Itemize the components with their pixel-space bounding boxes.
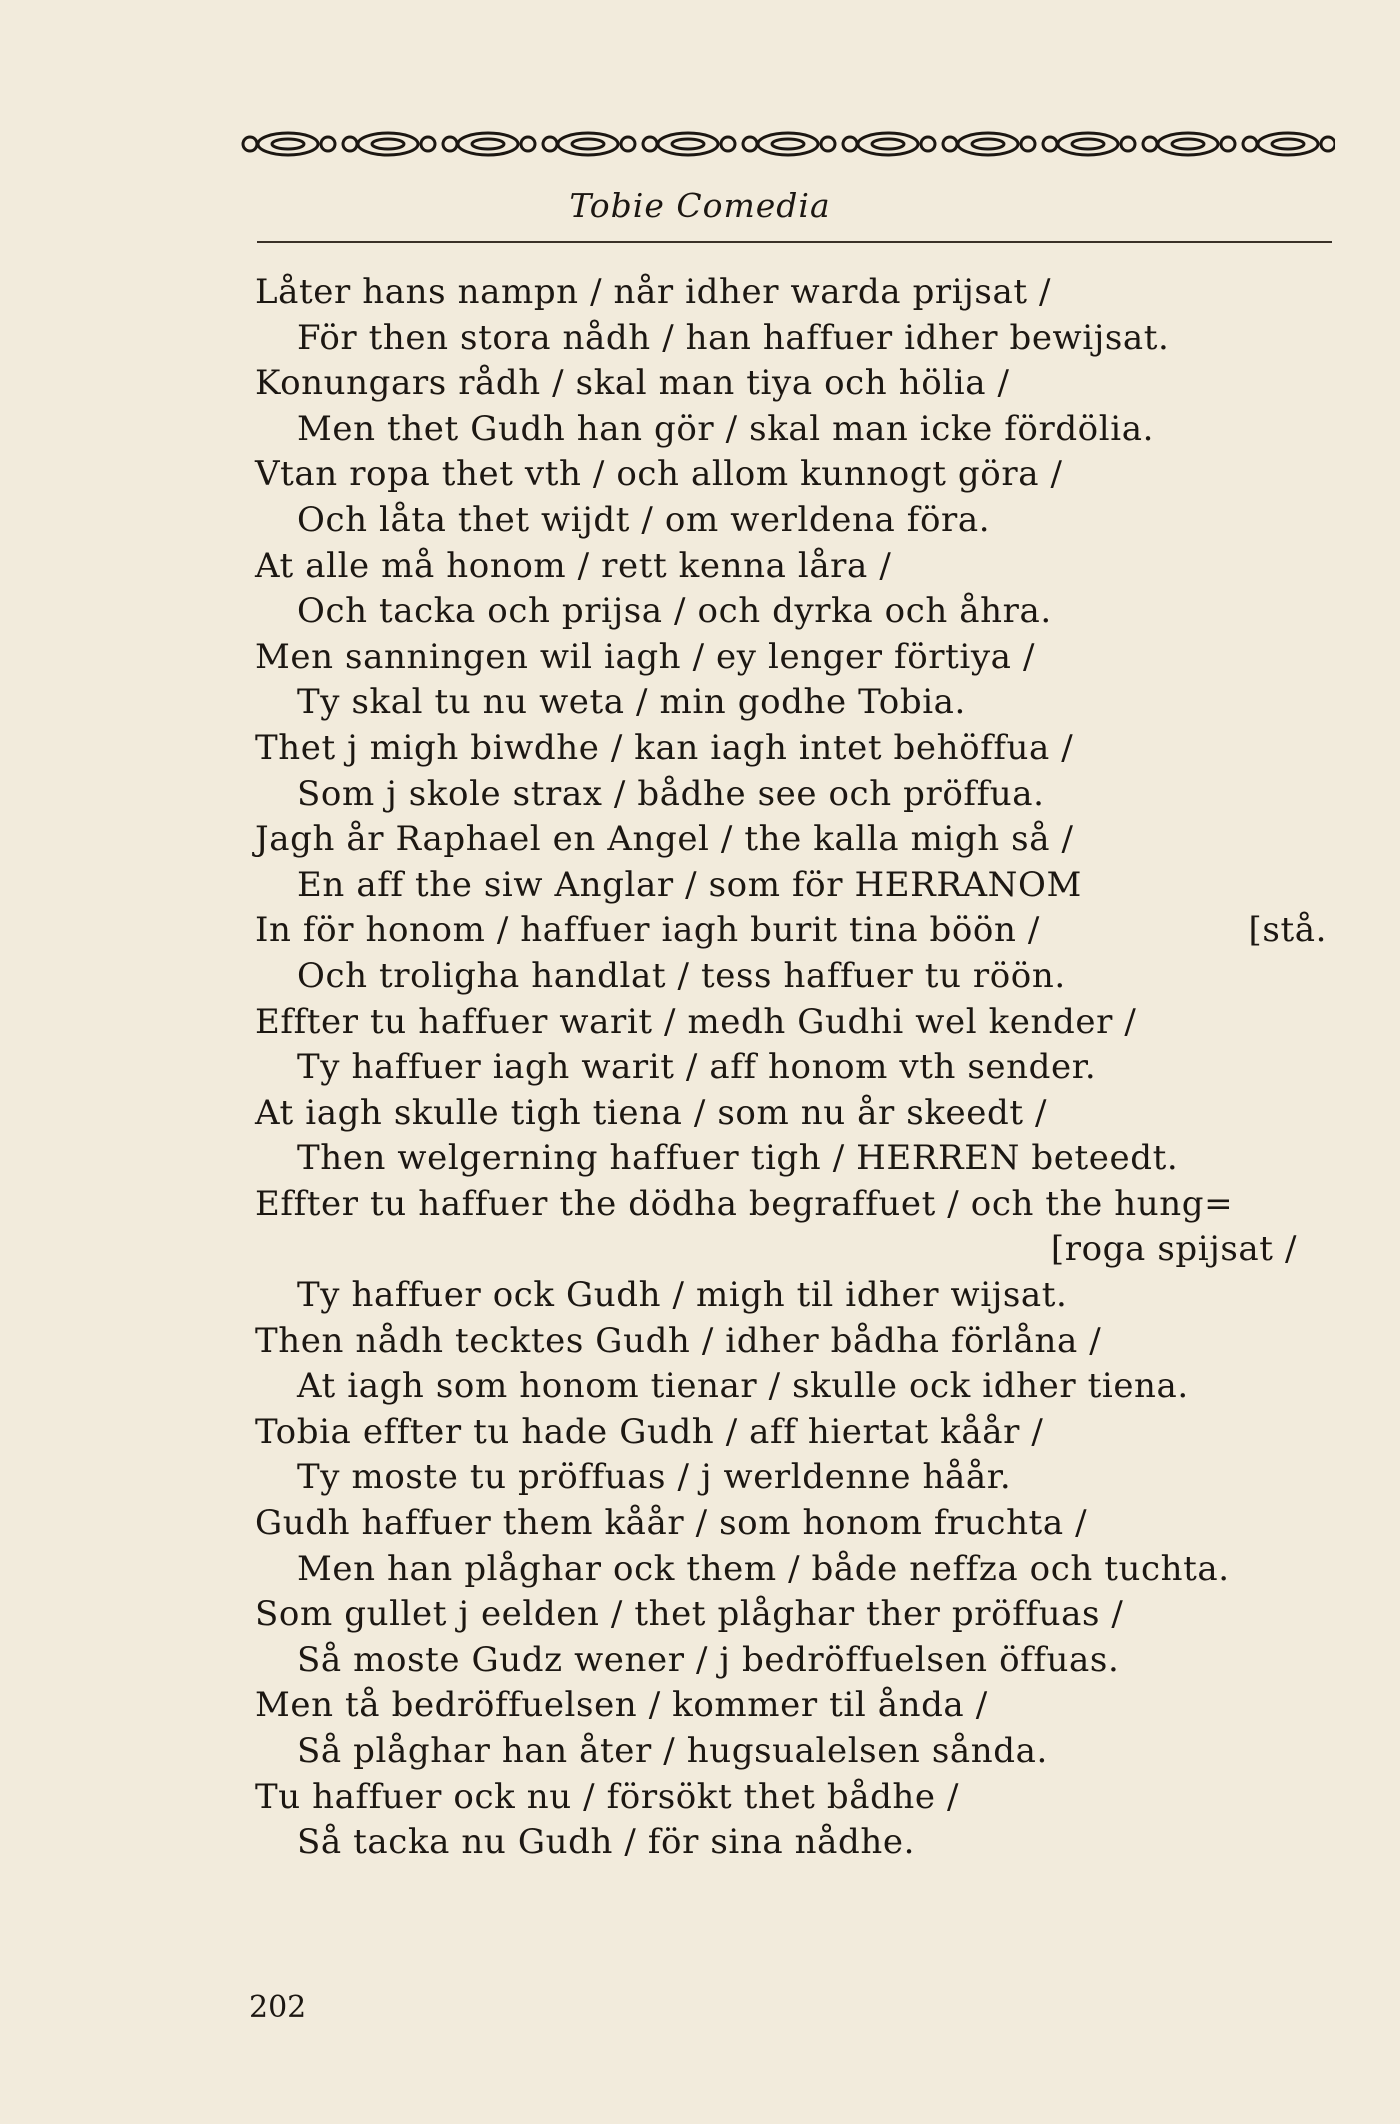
verse-line: At alle må honom / rett kenna låra / xyxy=(255,545,892,586)
verse-line: Och troligha handlat / tess haffuer tu röön. xyxy=(297,955,1066,996)
verse-line: In för honom / haffuer iagh burit tina böön / [stå. xyxy=(255,908,1335,954)
verse-line: Effter tu haffuer warit / medh Gudhi wel kender / xyxy=(255,1001,1137,1042)
verse-line: För then stora nådh / han haffuer idher bewijsat. xyxy=(297,317,1170,358)
verse-line: Tu haffuer ock nu / försökt thet bådhe / xyxy=(255,1776,960,1817)
verse-block xyxy=(255,270,1335,1866)
running-head: Tobie Comedia xyxy=(569,186,831,225)
verse-line: Ty haffuer iagh warit / aff honom vth sender. xyxy=(297,1047,1097,1088)
verse-line: Så plåghar han åter / hugsualelsen sånda. xyxy=(297,1731,1048,1771)
verse-line: Ty moste tu pröffuas / j werldenne håår. xyxy=(297,1457,1012,1498)
verse-line: En aff the siw Anglar / som för HERRANOM xyxy=(297,864,1082,905)
verse-line: Konungars rådh / skal man tiya och hölia / xyxy=(255,363,1010,404)
verse-line: Så tacka nu Gudh / för sina nådhe. xyxy=(297,1822,915,1863)
verse-line: Men han plåghar ock them / både neffza och tuchta. xyxy=(297,1548,1230,1589)
verse-line: Låter hans nampn / når idher warda prijsat / xyxy=(255,272,1052,312)
verse-line: Thet j migh biwdhe / kan iagh intet behöffua / xyxy=(255,727,1074,768)
verse-line: Effter tu haffuer the dödha begraffuet / och the hung= xyxy=(255,1183,1234,1224)
verse-line: Jagh år Raphael en Angel / the kalla migh så / xyxy=(255,819,1074,860)
verse-line: Och tacka och prijsa / och dyrka och åhra. xyxy=(297,591,1052,632)
verse-line: Then nådh tecktes Gudh / idher bådha förlåna / xyxy=(255,1320,1102,1361)
page-number: 202 xyxy=(249,1990,307,2025)
verse-line: At iagh skulle tigh tiena / som nu år skeedt / xyxy=(255,1092,1048,1133)
verse-line: Vtan ropa thet vth / och allom kunnogt göra / xyxy=(255,454,1063,495)
verse-line: Men sanningen wil iagh / ey lenger förtiya / xyxy=(255,636,1036,677)
verse-line: Ty haffuer ock Gudh / migh til idher wijsat. xyxy=(297,1275,1068,1316)
verse-line: Gudh haffuer them kåår / som honom fruchta / xyxy=(255,1503,1088,1544)
ornament-border xyxy=(240,122,1335,166)
line-turnover-tag: [stå. xyxy=(1248,910,1327,951)
header-rule xyxy=(257,241,1332,243)
verse-line: At iagh som honom tienar / skulle ock idher tiena. xyxy=(297,1366,1189,1407)
verse-line: Ty skal tu nu weta / min godhe Tobia. xyxy=(297,682,966,723)
verse-line: Men tå bedröffuelsen / kommer til ånda / xyxy=(255,1685,988,1726)
verse-line: Tobia effter tu hade Gudh / aff hiertat kåår / xyxy=(255,1411,1044,1452)
verse-line-turnover: [roga spijsat / xyxy=(1050,1229,1297,1270)
verse-line: Så moste Gudz wener / j bedröffuelsen öffuas. xyxy=(297,1639,1120,1680)
verse-line: Som gullet j eelden / thet plåghar ther pröffuas / xyxy=(255,1594,1124,1635)
verse-line: Och låta thet wijdt / om werldena föra. xyxy=(297,499,991,540)
verse-line: Men thet Gudh han gör / skal man icke fördölia. xyxy=(297,408,1154,449)
verse-line: Then welgerning haffuer tigh / HERREN beteedt. xyxy=(297,1138,1179,1179)
verse-line: Som j skole strax / bådhe see och pröffua. xyxy=(297,773,1045,814)
